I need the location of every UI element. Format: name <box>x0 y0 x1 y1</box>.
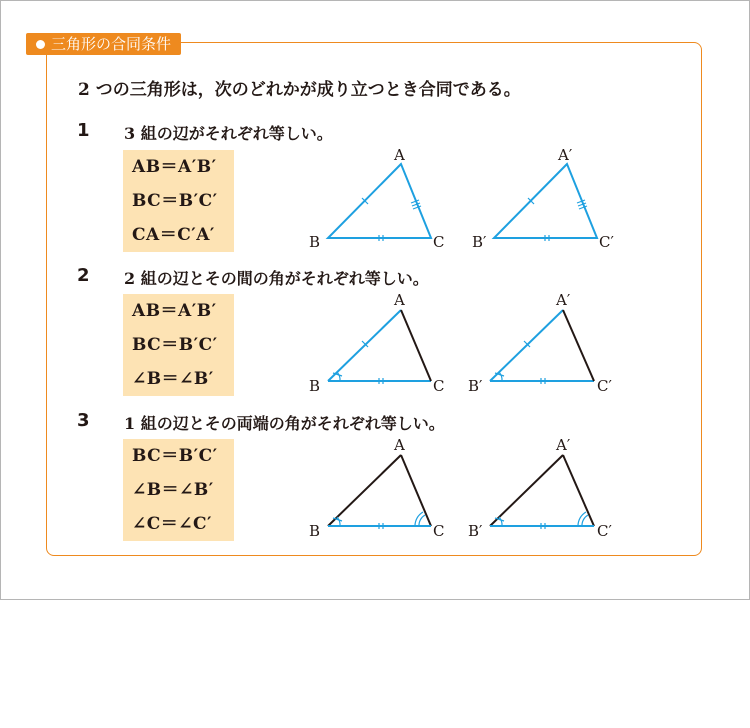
equation: ∠B＝∠B′ <box>132 369 214 389</box>
condition-text-2: 2 組の辺とその間の角がそれぞれ等しい。 <box>124 269 429 288</box>
vertex-label: A′ <box>558 146 573 164</box>
vertex-label: B <box>309 522 321 540</box>
tick-marks <box>362 198 421 241</box>
intro-text: 2 つの三角形は，次のどれかが成り立つとき合同である。 <box>78 80 521 100</box>
equation: AB＝A′B′ <box>132 157 217 177</box>
condition-number-3: 3 <box>77 410 90 431</box>
vertex-label: C′ <box>597 522 612 540</box>
section-title: 三角形の合同条件 <box>51 35 172 53</box>
triangle-abc-3 <box>328 455 431 526</box>
equation: ∠B＝∠B′ <box>132 480 214 500</box>
vertex-label: C′ <box>597 377 612 395</box>
tick-marks <box>495 341 545 384</box>
vertex-label: B′ <box>468 522 483 540</box>
condition-text-3: 1 組の辺とその両端の角がそれぞれ等しい。 <box>124 414 445 433</box>
triangle-a2b2c2-3 <box>490 455 594 526</box>
triangle-abc-2 <box>328 310 431 381</box>
vertex-label: C <box>433 377 445 395</box>
vertex-label: B <box>309 233 321 251</box>
vertex-label: A <box>394 146 405 164</box>
equation: AB＝A′B′ <box>132 301 217 321</box>
equation: BC＝B′C′ <box>132 446 218 466</box>
vertex-label: B <box>309 377 321 395</box>
vertex-label: A′ <box>556 291 571 309</box>
vertex-label: B′ <box>468 377 483 395</box>
triangle-a2b2c2-2 <box>490 310 594 381</box>
vertex-label: C′ <box>599 233 614 251</box>
condition-number-1: 1 <box>77 120 90 141</box>
vertex-label: A <box>394 436 405 454</box>
tick-marks <box>528 198 587 241</box>
equation: ∠C＝∠C′ <box>132 514 213 534</box>
tick-marks <box>333 341 383 384</box>
equation: BC＝B′C′ <box>132 191 218 211</box>
equation: CA＝C′A′ <box>132 225 215 245</box>
condition-number-2: 2 <box>77 265 90 286</box>
vertex-label: C <box>433 233 445 251</box>
vertex-label: A <box>394 291 405 309</box>
equation: BC＝B′C′ <box>132 335 218 355</box>
vertex-label: B′ <box>472 233 487 251</box>
vertex-label: A′ <box>556 436 571 454</box>
vertex-label: C <box>433 522 445 540</box>
condition-text-1: 3 組の辺がそれぞれ等しい。 <box>124 124 333 143</box>
